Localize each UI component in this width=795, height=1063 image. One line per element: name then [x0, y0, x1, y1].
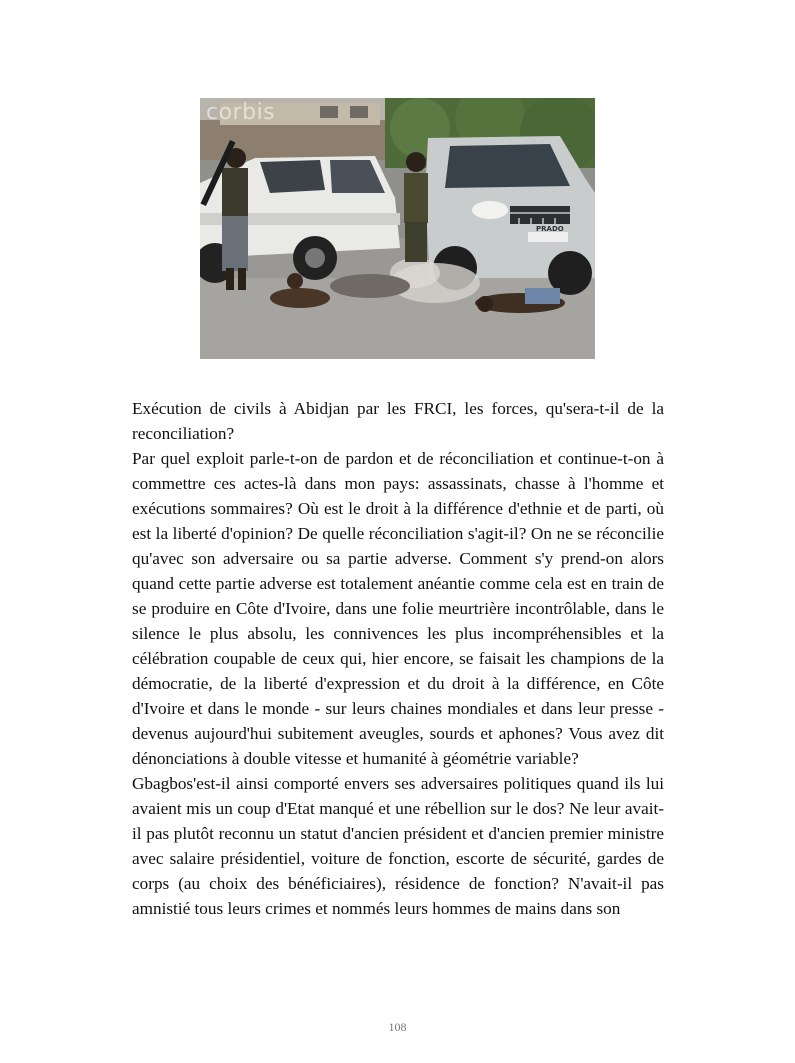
photo-caption: Exécution de civils à Abidjan par les FRCI, les forces, qu'sera-t-il de la reconciliation? [132, 399, 664, 443]
page-number: 108 [388, 1020, 407, 1034]
paragraph-1: Par quel exploit parle-t-on de pardon et de réconciliation et continue-t-on à commettre ces actes-là dans mon pays: assassinats, chasse à l'homme et exécutions sommaires? Où est le droit à la différence d'ethnie et de parti, où est la liberté d'opinion? De quelle réconciliation s'agit-il? On ne se réconcilie qu'avec son adversaire ou sa partie adverse. Comment s'y prend-on alors quand cette partie adverse est totalement anéantie comme cela est en train de se produire en Côte d'Ivoire, dans une folie meurtrière incontrôlable, dans le silence le plus absolu, les connivences les plus incompréhensibles et la célébration coupable de ceux qui, hier encore, se faisait les champions de la démocratie, de la liberté d'expression et du droit à la différence, en Côte d'Ivoire et dans le monde - sur leurs chaines mondiales et dans leur presse - devenus aujourd'hui subitement aveugles, sourds et aphones? Vous avez dit dénonciations à double vitesse et humanité à géométrie variable? [132, 449, 664, 768]
photo-watermark: corbis [206, 100, 276, 125]
body-text [132, 396, 664, 921]
paragraph-2: Gbagbos'est-il ainsi comporté envers ses adversaires politiques quand ils lui avaient mis un coup d'Etat manqué et une rébellion sur le dos? Ne leur avait-il pas plutôt reconnu un statut d'ancien président et d'ancien premier ministre avec salaire présidentiel, voiture de fonction, escorte de sécurité, gardes de corps (au choix des bénéficiaires), résidence de fonction? N'avait-il pas amnistié tous leurs crimes et nommés leurs hommes de mains dans son [132, 774, 664, 918]
license-plate-text: PRADO [536, 225, 564, 233]
news-photo [200, 98, 595, 359]
